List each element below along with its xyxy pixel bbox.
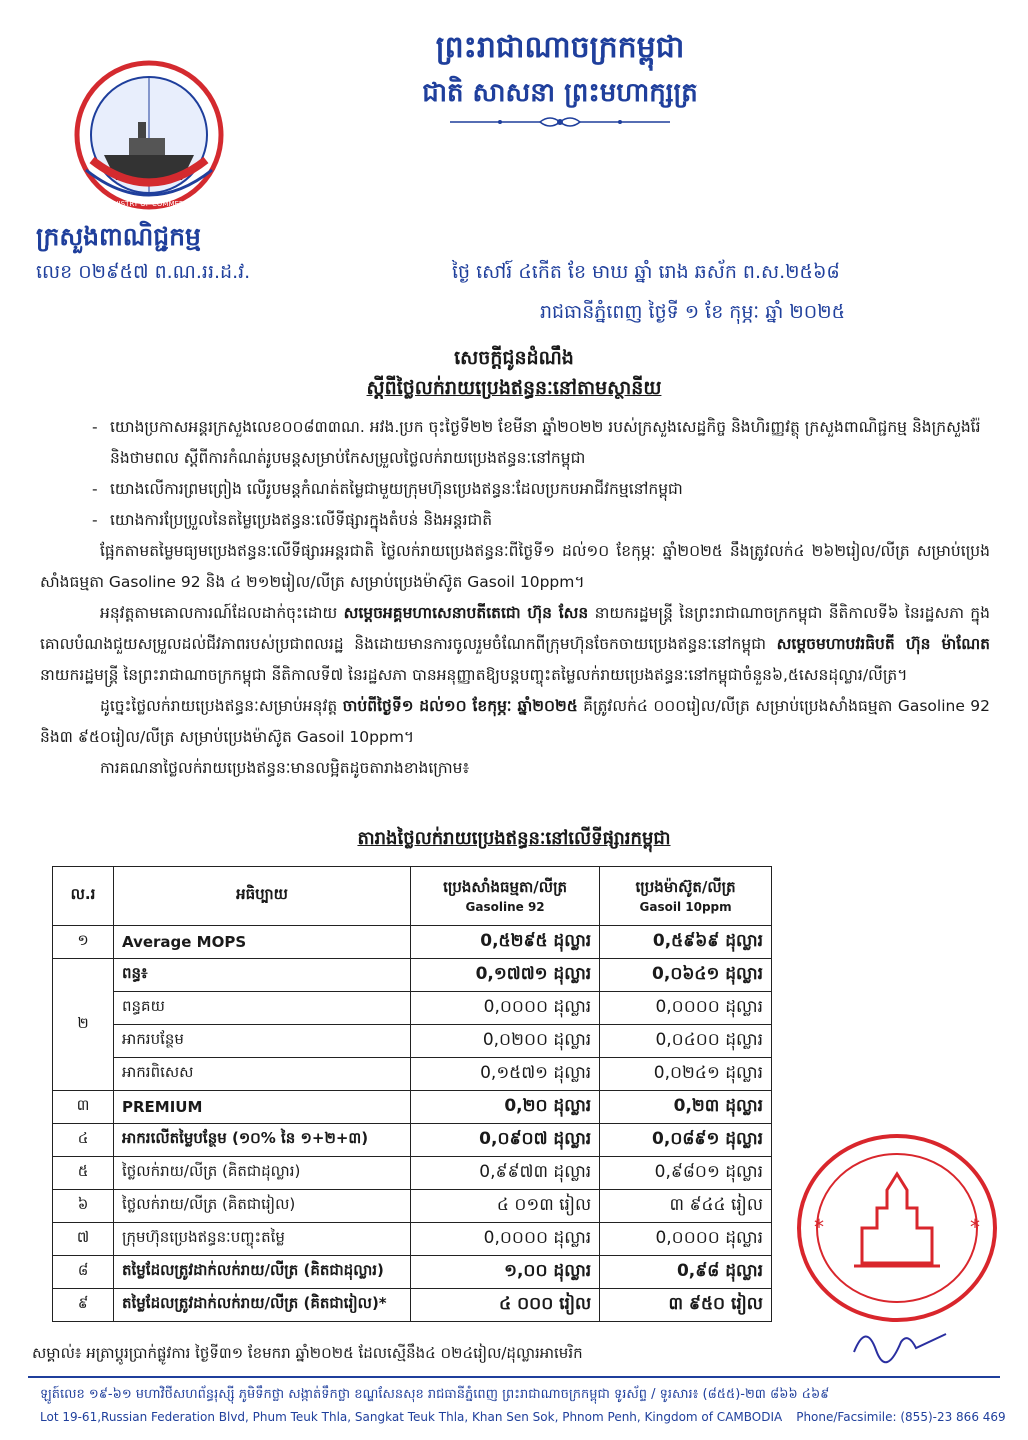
ministry-logo xyxy=(74,60,224,220)
footer-divider xyxy=(28,1376,1000,1378)
row-gasoline-price: 0,១៥៧១ ដុល្លារ xyxy=(411,1058,600,1091)
notice-subject: ស្ដីពីថ្លៃលក់រាយប្រេងឥន្ធនៈនៅតាមស្ថានីយ xyxy=(366,377,662,399)
row-gasoline-price: 0,០២០០ ដុល្លារ xyxy=(411,1025,600,1058)
row-number: ៥ xyxy=(53,1157,114,1190)
table-row xyxy=(53,1025,772,1058)
row-description: តម្លៃដែលត្រូវដាក់លក់រាយ/លីត្រ (គិតជារៀល)* xyxy=(114,1289,411,1322)
official-seal-stamp xyxy=(792,1128,1002,1328)
row-description: ពន្ធ៖ xyxy=(114,959,411,992)
reference-bullet-3: - យោងការប្រែប្រួលនៃតម្លៃប្រេងឥន្ធនៈលើទីផ្សារក្នុងតំបន់ និងអន្តរជាតិ xyxy=(40,505,990,536)
row-gasoline-price: ៤ ០០០ រៀល xyxy=(411,1289,600,1322)
row-gasoline-price: 0,០៩០៧ ដុល្លារ xyxy=(411,1124,600,1157)
table-row xyxy=(53,1091,772,1124)
row-description: អាករពិសេស xyxy=(114,1058,411,1091)
row-description: អាករបន្ថែម xyxy=(114,1025,411,1058)
header-diesel: ប្រេងម៉ាស៊ូត/លីត្រ Gasoil 10ppm xyxy=(600,867,772,926)
ornament-divider-icon xyxy=(440,112,680,132)
row-gasoline-price: 0,០០០០ ដុល្លារ xyxy=(411,992,600,1025)
table-row xyxy=(53,1289,772,1322)
row-gasoline-price: ៤ ០១៣ រៀល xyxy=(411,1190,600,1223)
footer-address-english: Lot 19-61,Russian Federation Blvd, Phum Teuk Thla, Sangkat Teuk Thla, Khan Sen Sok, Phnom Penh, Kingdom of CAMBODIA Phone/Facsimile: (855)-23 866 469 xyxy=(40,1410,1006,1424)
row-description: ពន្ធគយ xyxy=(114,992,411,1025)
paragraph-discount: អនុវត្តតាមគោលការណ៍ដែលដាក់ចុះដោយ សម្ដេចអគ្គមហាសេនាបតីតេជោ ហ៊ុន សែន នាយករដ្ឋមន្ត្រី នៃព្រះរាជាណាចក្រកម្ពុជា នីតិកាលទី៦ នៃរដ្ឋសភា ក្នុងគោលបំណងជួយសម្រួលដល់ជីវភាពរបស់ប្រជាពលរដ្ឋ និងដោយមានការចូលរួមចំណែកពីក្រុមហ៊ុនចែកចាយប្រេងឥន្ធនៈនៅកម្ពុជា សម្ដេចមហាបវរធិបតី ហ៊ុន ម៉ាណែត នាយករដ្ឋមន្ត្រី នៃព្រះរាជាណាចក្រកម្ពុជា នីតិកាលទី៧ នៃរដ្ឋសភា បានអនុញ្ញាតឱ្យបន្តបញ្ចុះតម្លៃលក់រាយប្រេងឥន្ធនៈនៅកម្ពុជាចំនួន៦,៥សេនដុល្លារ/លីត្រ។ xyxy=(40,604,990,684)
svg-text:*: * xyxy=(970,1215,980,1239)
row-gasoline-price: ១,០០ ដុល្លារ xyxy=(411,1256,600,1289)
paragraph-final-price: ដូច្នេះថ្លៃលក់រាយប្រេងឥន្ធនៈសម្រាប់អនុវត្ត ចាប់ពីថ្ងៃទី១ ដល់១០ ខែកុម្ភៈ ឆ្នាំ២០២៥ គឺត្រូវលក់៤ ០០០រៀល/លីត្រ សម្រាប់ប្រេងសាំងធម្មតា Gasoline 92 និង៣ ៩៥០រៀល/លីត្រ សម្រាប់ប្រេងម៉ាស៊ូត Gasoil 10ppm។ xyxy=(40,697,991,746)
row-number: ២ xyxy=(53,959,114,1091)
table-row xyxy=(53,1190,772,1223)
row-gasoline-price: 0,២០ ដុល្លារ xyxy=(411,1091,600,1124)
logo-text: MINISTRY OF COMMERCE xyxy=(105,200,193,208)
header-description: អធិប្បាយ xyxy=(114,867,411,926)
row-diesel-price: ៣ ៩៤៤ រៀល xyxy=(600,1190,772,1223)
row-diesel-price: 0,២៣ ដុល្លារ xyxy=(600,1091,772,1124)
row-gasoline-price: 0,៩៩៧៣ ដុល្លារ xyxy=(411,1157,600,1190)
motto-heading: ជាតិ សាសនា ព្រះមហាក្សត្រ xyxy=(422,78,698,108)
paragraph-market-price: ផ្អែកតាមតម្លៃមធ្យមប្រេងឥន្ធនៈលើទីផ្សារអន្តរជាតិ ថ្លៃលក់រាយប្រេងឥន្ធនៈពីថ្ងៃទី១ ដល់១០ ខែកុម្ភៈ ឆ្នាំ២០២៥ នឹងត្រូវលក់៤ ២៦២រៀល/លីត្រ សម្រាប់ប្រេងសាំងធម្មតា Gasoline 92 និង ៤ ២១២រៀល/លីត្រ សម្រាប់ប្រេងម៉ាស៊ូត Gasoil 10ppm។ xyxy=(40,542,990,591)
row-diesel-price: 0,៩៨០១ ដុល្លារ xyxy=(600,1157,772,1190)
row-diesel-price: 0,០២៤១ ដុល្លារ xyxy=(600,1058,772,1091)
header-no: ល.រ xyxy=(53,867,114,926)
kingdom-heading: ព្រះរាជាណាចក្រកម្ពុជា xyxy=(435,30,685,65)
row-diesel-price: 0,០៨៩១ ដុល្លារ xyxy=(600,1124,772,1157)
ministry-name: ក្រសួងពាណិជ្ជកម្ម xyxy=(36,222,201,251)
row-gasoline-price: 0,១៧៧១ ដុល្លារ xyxy=(411,959,600,992)
exchange-rate-note: សម្គាល់៖ អត្រាប្តូរប្រាក់ផ្លូវការ ថ្ងៃទី៣១ ខែមករា ឆ្នាំ២០២៥ ដែលស្មើនឹង៤ ០២៤រៀល/ដុល្លារអាមេរិក xyxy=(32,1344,583,1362)
row-number: ៤ xyxy=(53,1124,114,1157)
notice-title: សេចក្ដីជូនដំណឹង xyxy=(454,347,574,369)
row-diesel-price: 0,៩៨ ដុល្លារ xyxy=(600,1256,772,1289)
table-row xyxy=(53,1157,772,1190)
row-diesel-price: 0,០៦៤១ ដុល្លារ xyxy=(600,959,772,992)
paragraph-table-intro: ការគណនាថ្លៃលក់រាយប្រេងឥន្ធនៈមានលម្អិតដូចតារាងខាងក្រោម៖ xyxy=(100,759,470,777)
fuel-price-table xyxy=(52,866,772,1322)
header-gasoline: ប្រេងសាំងធម្មតា/លីត្រ Gasoline 92 xyxy=(411,867,600,926)
row-description: PREMIUM xyxy=(114,1091,411,1124)
row-gasoline-price: 0,០០០០ ដុល្លារ xyxy=(411,1223,600,1256)
row-gasoline-price: 0,៥២៩៥ ដុល្លារ xyxy=(411,926,600,959)
row-number: ៩ xyxy=(53,1289,114,1322)
row-number: ៨ xyxy=(53,1256,114,1289)
table-row xyxy=(53,992,772,1025)
reference-bullet-2: - យោងលើការព្រមព្រៀង លើរូបមន្តកំណត់តម្លៃជាមួយក្រុមហ៊ុនប្រេងឥន្ធនៈដែលប្រកបអាជីវកម្មនៅកម្ពុជា xyxy=(40,474,990,505)
lunar-date: ថ្ងៃ សៅរ៍ ៤កើត ខែ មាឃ ឆ្នាំ រោង ឆស័ក ព.ស.២៥៦៨ xyxy=(452,261,840,283)
row-description: តម្លៃដែលត្រូវដាក់លក់រាយ/លីត្រ (គិតជាដុល្លារ) xyxy=(114,1256,411,1289)
footer-address-khmer: ឡូត៍លេខ ១៩-៦១ មហាវិថីសហព័ន្ធរុស្ស៊ី ភូមិទឹកថ្លា សង្កាត់ទឹកថ្លា ខណ្ឌសែនសុខ រាជធានីភ្នំពេញ ព្រះរាជាណាចក្រកម្ពុជា ទូរស័ព្ទ / ទូរសារ៖ (៨៥៥)-២៣ ៨៦៦ ៤៦៩ xyxy=(40,1387,830,1402)
table-row xyxy=(53,926,772,959)
table-title: តារាងថ្លៃលក់រាយប្រេងឥន្ធនៈនៅលើទីផ្សារកម្ពុជា xyxy=(357,828,671,849)
notice-body xyxy=(40,412,990,784)
row-description: Average MOPS xyxy=(114,926,411,959)
solar-date: រាជធានីភ្នំពេញ ថ្ងៃទី ១ ខែ កុម្ភៈ ឆ្នាំ ២០២៥ xyxy=(540,301,846,323)
row-diesel-price: 0,០០០០ ដុល្លារ xyxy=(600,992,772,1025)
reference-bullet-1: - យោងប្រកាសអន្តរក្រសួងលេខ០០៨៣៣ណ. អវង.ប្រក ចុះថ្ងៃទី២២ ខែមីនា ឆ្នាំ២០២២ របស់ក្រសួងសេដ្ឋកិច្ច និងហិរញ្ញវត្ថុ ក្រសួងពាណិជ្ជកម្ម និងក្រសួងរ៉ែ និងថាមពល ស្តីពីការកំណត់រូបមន្តសម្រាប់កែសម្រួលថ្លៃលក់រាយប្រេងឥន្ធនៈនៅកម្ពុជា xyxy=(40,412,990,474)
svg-text:*: * xyxy=(814,1215,824,1239)
row-description: ថ្លៃលក់រាយ/លីត្រ (គិតជារៀល) xyxy=(114,1190,411,1223)
table-row xyxy=(53,1124,772,1157)
row-diesel-price: ៣ ៩៥០ រៀល xyxy=(600,1289,772,1322)
row-description: ថ្លៃលក់រាយ/លីត្រ (គិតជាដុល្លារ) xyxy=(114,1157,411,1190)
table-row xyxy=(53,959,772,992)
row-number: ១ xyxy=(53,926,114,959)
row-number: ៧ xyxy=(53,1223,114,1256)
table-row xyxy=(53,1058,772,1091)
row-number: ៣ xyxy=(53,1091,114,1124)
row-description: អាករលើតម្លៃបន្ថែម (១០% នៃ ១+២+៣) xyxy=(114,1124,411,1157)
table-row xyxy=(53,1256,772,1289)
reference-number: លេខ ០២៩៥៧ ព.ណ.ររ.ដ.វ. xyxy=(36,261,251,283)
signature xyxy=(846,1312,956,1372)
row-description: ក្រុមហ៊ុនប្រេងឥន្ធនៈបញ្ចុះតម្លៃ xyxy=(114,1223,411,1256)
row-diesel-price: 0,០០០០ ដុល្លារ xyxy=(600,1223,772,1256)
table-row xyxy=(53,1223,772,1256)
row-number: ៦ xyxy=(53,1190,114,1223)
row-diesel-price: 0,៥៩៦៩ ដុល្លារ xyxy=(600,926,772,959)
row-diesel-price: 0,០៤០០ ដុល្លារ xyxy=(600,1025,772,1058)
